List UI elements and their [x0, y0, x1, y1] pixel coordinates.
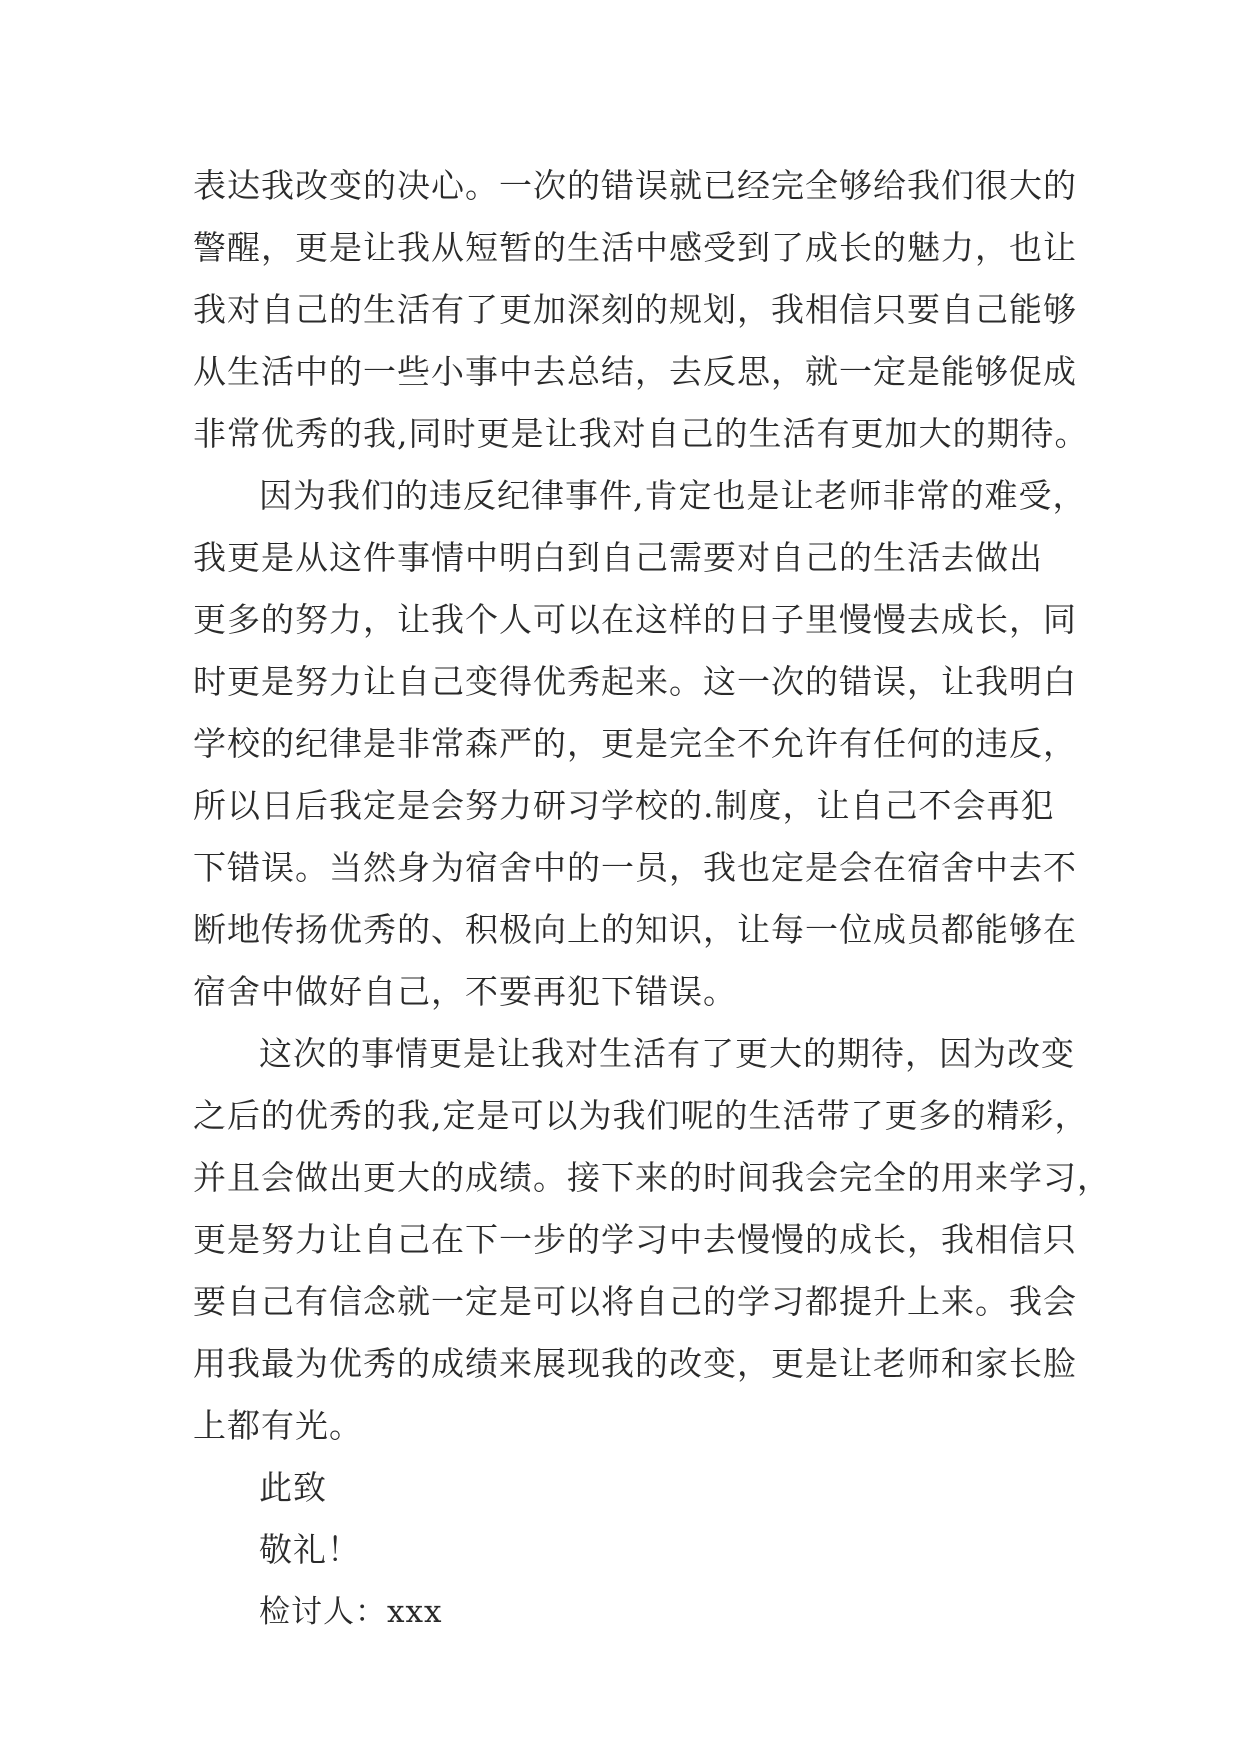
- text-line: 之后的优秀的我,定是可以为我们呢的生活带了更多的精彩，: [193, 1096, 1089, 1135]
- text-line: 下错误。当然身为宿舍中的一员，我也定是会在宿舍中去不: [193, 848, 1077, 887]
- paragraph-start-line: 这次的事情更是让我对生活有了更大的期待，因为改变: [259, 1034, 1075, 1073]
- text-line: 用我最为优秀的成绩来展现我的改变，更是让老师和家长脸: [193, 1344, 1077, 1383]
- text-line: 从生活中的一些小事中去总结，去反思，就一定是能够促成: [193, 352, 1077, 391]
- paragraph-start-line: 因为我们的违反纪律事件,肯定也是让老师非常的难受，: [259, 476, 1087, 515]
- text-line: 我更是从这件事情中明白到自己需要对自己的生活去做出: [193, 538, 1043, 577]
- text-line: 要自己有信念就一定是可以将自己的学习都提升上来。我会: [193, 1282, 1077, 1321]
- text-line: 更是努力让自己在下一步的学习中去慢慢的成长，我相信只: [193, 1220, 1077, 1259]
- text-line: 警醒，更是让我从短暂的生活中感受到了成长的魅力，也让: [193, 228, 1077, 267]
- signature: 检讨人：xxx: [259, 1594, 443, 1630]
- text-line: 学校的纪律是非常森严的，更是完全不允许有任何的违反，: [193, 724, 1077, 763]
- document-body: [193, 155, 1111, 1643]
- text-line: 非常优秀的我,同时更是让我对自己的生活有更加大的期待。: [193, 414, 1089, 453]
- text-line: 并且会做出更大的成绩。接下来的时间我会完全的用来学习，: [193, 1158, 1111, 1197]
- text-line: 更多的努力，让我个人可以在这样的日子里慢慢去成长，同: [193, 600, 1077, 639]
- text-line: 上都有光。: [193, 1406, 363, 1445]
- closing-salutation: 此致: [259, 1468, 327, 1507]
- text-line: 宿舍中做好自己，不要再犯下错误。: [193, 972, 737, 1011]
- text-line: 所以日后我定是会努力研习学校的.制度，让自己不会再犯: [193, 786, 1055, 825]
- text-line: 我对自己的生活有了更加深刻的规划，我相信只要自己能够: [193, 290, 1077, 329]
- closing-respect: 敬礼！: [259, 1530, 361, 1569]
- text-line: 断地传扬优秀的、积极向上的知识，让每一位成员都能够在: [193, 910, 1077, 949]
- text-line: 时更是努力让自己变得优秀起来。这一次的错误，让我明白: [193, 662, 1077, 701]
- text-line: 表达我改变的决心。一次的错误就已经完全够给我们很大的: [193, 166, 1077, 205]
